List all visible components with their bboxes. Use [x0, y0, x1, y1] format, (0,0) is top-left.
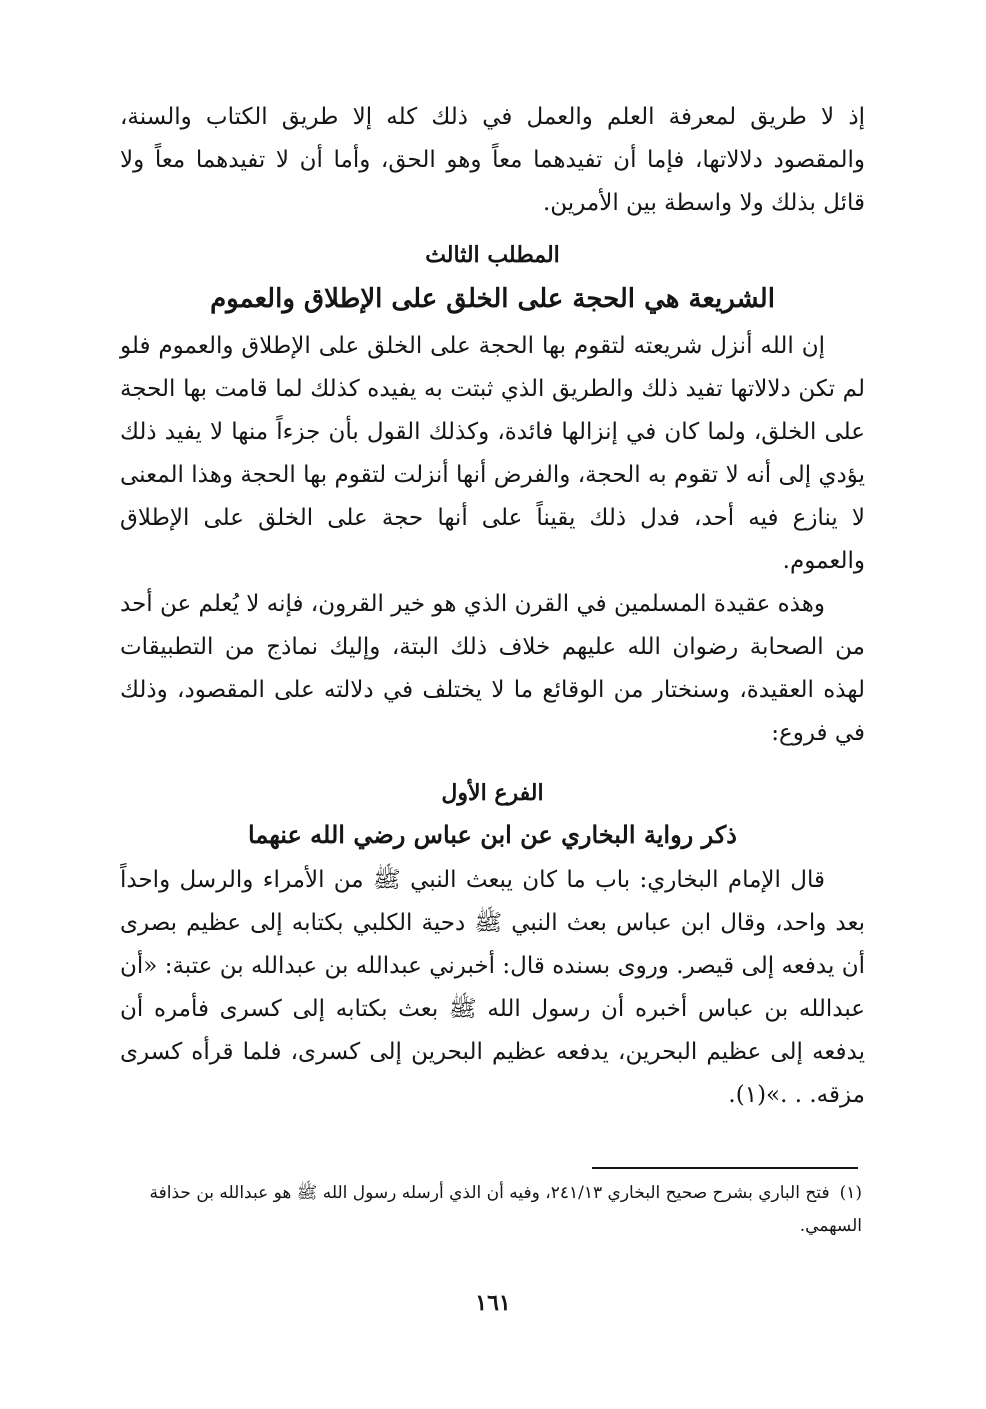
footnote-text: فتح الباري بشرح صحيح البخاري ٢٤١/١٣، وفيه أن الذي أرسله رسول الله ﷺ هو عبدالله بن حذافة السهمي.	[149, 1183, 862, 1236]
page-number: ١٦١	[475, 1290, 511, 1316]
section-title: الشريعة هي الحجة على الخلق على الإطلاق والعموم	[210, 284, 775, 314]
branch-paragraph: قال الإمام البخاري: باب ما كان يبعث النبي ﷺ من الأمراء والرسل واحداً بعد واحد، وقال ابن عباس بعث النبي ﷺ دحية الكلبي بكتابه إلى عظيم بصرى أن يدفعه إلى قيصر. وروى بسنده قال: أخبرني عبدالله بن عبدالله بن عتبة: «أن عبدالله بن عباس أخبره أن رسول الله ﷺ بعث بكتابه إلى كسرى فأمره أن يدفعه إلى عظيم البحرين، يدفعه عظيم البحرين إلى كسرى، فلما قرأه كسرى مزقه. . .»(١).	[120, 867, 866, 1108]
intro-paragraph: إذ لا طريق لمعرفة العلم والعمل في ذلك كله إلا طريق الكتاب والسنة، والمقصود دلالاتها، فإما أن تفيدهما معاً وهو الحق، وأما أن لا تفيدهما معاً ولا قائل بذلك ولا واسطة بين الأمرين.	[120, 104, 865, 216]
footnote-number: (١)	[839, 1183, 862, 1203]
footnote-divider	[592, 1167, 858, 1169]
branch-label: الفرع الأول	[441, 780, 544, 806]
section-paragraph-1: إن الله أنزل شريعته لتقوم بها الحجة على الخلق على الإطلاق والعموم فلو لم تكن دلالاتها تفيد ذلك والطريق الذي ثبتت به يفيده كذلك لما قامت بها الحجة على الخلق، ولما كان في إنزالها فائدة، وكذلك القول بأن جزءاً منها لا يفيد ذلك يؤدي إلى أنه لا تقوم به الحجة، والفرض أنها أنزلت لتقوم بها الحجة وهذا المعنى لا ينازع فيه أحد، فدل ذلك يقيناً على أنها حجة على الخلق على الإطلاق والعموم.	[120, 333, 865, 574]
section-label: المطلب الثالث	[425, 242, 560, 268]
section-paragraph-2: وهذه عقيدة المسلمين في القرن الذي هو خير القرون، فإنه لا يُعلم عن أحد من الصحابة رضوان الله عليهم خلاف ذلك البتة، وإليك نماذج من التطبيقات لهذه العقيدة، وسنختار من الوقائع ما لا يختلف في دلالته على المقصود، وذلك في فروع:	[120, 591, 865, 746]
main-text	[120, 96, 865, 1117]
branch-title: ذكر رواية البخاري عن ابن عباس رضي الله عنهما	[248, 820, 737, 849]
footnote-1	[130, 1177, 862, 1243]
footnotes	[130, 1177, 862, 1243]
